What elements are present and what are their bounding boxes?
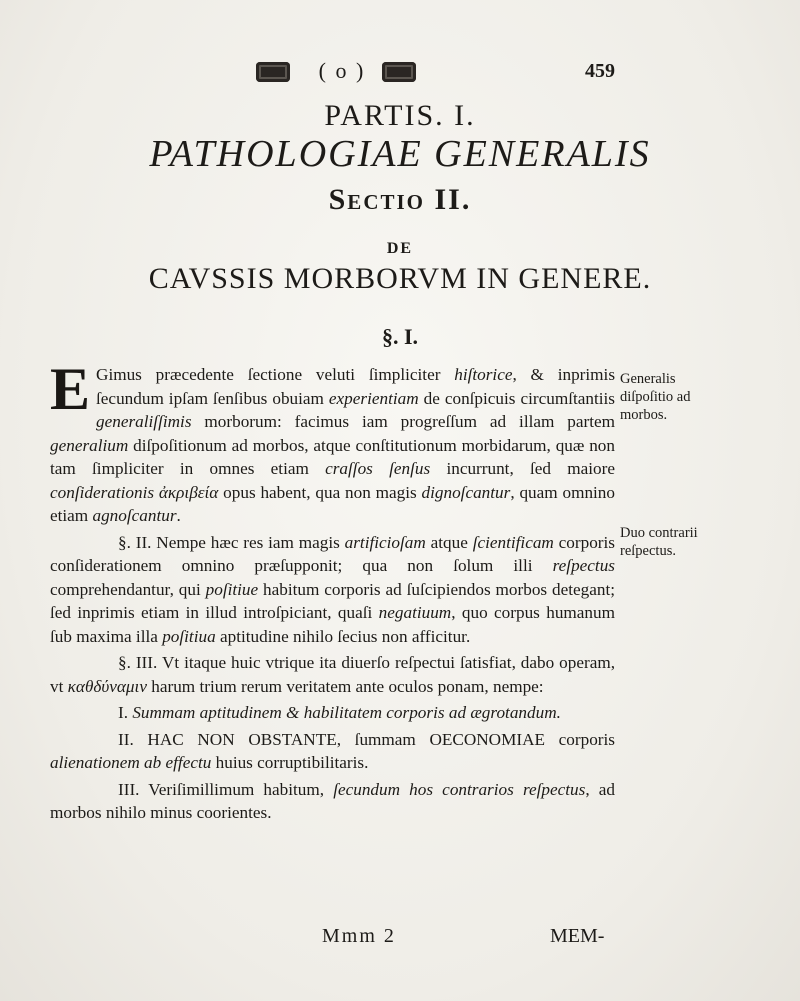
italic-run: poſitiua <box>162 626 216 646</box>
list-item-2 <box>50 728 615 775</box>
italic-run: artificioſam <box>344 532 426 552</box>
text-run: incurrunt, ſed maiore <box>430 459 615 478</box>
chapter-title: CAVSSIS MORBORVM IN GENERE. <box>148 262 652 295</box>
catchword: MEM- <box>550 925 605 947</box>
text-run: , & inprimis ſecundum ipſam ſenſibus obuiam <box>96 365 616 408</box>
page-mark: ( o ) <box>318 58 366 83</box>
ornament-right-icon <box>382 62 416 82</box>
text-run: §. III. Vt itaque huic vtrique ita diuerſo reſpectui ſatisfiat, dabo operam, vt <box>50 653 615 696</box>
text-run: diſpoſitionum ad morbos, atque conſtitutionum morbidarum, quæ non tam ſimpliciter in omnes etiam <box>50 435 615 478</box>
section-mark: §. I. <box>381 324 419 349</box>
text-run: atque <box>425 532 473 552</box>
paragraph-1 <box>50 356 616 528</box>
de-heading: DE <box>386 240 414 257</box>
text-run: II. HAC NON OBSTANTE, ſummam OECONOMIAE corporis <box>118 729 615 749</box>
text-run: comprehendantur, qui <box>50 579 206 599</box>
margin-note-2: Duo contrarii reſpectus. <box>620 525 698 559</box>
paragraph-1-text <box>50 356 616 525</box>
text-run: opus habent, qua non magis <box>218 482 422 502</box>
list-item-3 <box>50 778 615 825</box>
text-run: III. Veriſimillimum habitum, <box>118 779 334 799</box>
italic-run: poſitiue <box>205 579 259 599</box>
body-text <box>50 356 616 828</box>
text-run: §. II. Nempe hæc res iam magis <box>118 532 345 552</box>
italic-run: generaliſſimis <box>96 412 192 431</box>
text-run: aptitudine nihilo ſecius non afficitur. <box>215 626 471 646</box>
pathologiae-title: PATHOLOGIAE GENERALIS <box>149 133 651 175</box>
italic-run: ἀκριβεία <box>154 482 219 502</box>
text-run: , quam omnino etiam <box>50 482 615 525</box>
drop-cap: E <box>50 356 91 422</box>
text-run: Gimus præcedente ſectione veluti ſimpliciter <box>96 365 455 384</box>
italic-run: alienationem ab effectu <box>50 753 212 772</box>
list-item-1 <box>50 701 615 725</box>
signature-mark: Mmm 2 <box>322 925 396 947</box>
text-run: de conſpicuis circumſtantiis <box>418 388 615 408</box>
italic-run: conſiderationis <box>50 482 155 502</box>
italic-run: hiſtorice <box>454 365 513 384</box>
text-run: , ad morbos nihilo minus coorientes. <box>50 779 615 822</box>
part-title: PARTIS. I. <box>324 99 476 132</box>
text-run: huius corruptibilitaris. <box>211 753 369 772</box>
italic-run: ſcientificam <box>472 532 554 552</box>
italic-run: καθδύναμιν <box>67 676 147 696</box>
sectio-title: Sectio II. <box>328 183 472 216</box>
page-number: 459 <box>585 60 615 82</box>
margin-note-1: Generalis diſpoſitio ad morbos. <box>620 371 691 423</box>
italic-run: agnoſcantur <box>92 506 177 525</box>
italic-run: reſpectus <box>552 556 615 575</box>
text-run: , quo corpus humanum ſub maxima illa <box>50 603 615 646</box>
italic-run: experientiam <box>328 388 419 408</box>
text-run: morborum: facimus iam progreſſum ad illam partem <box>191 412 615 431</box>
italic-run: ſecundum hos contrarios reſpectus <box>333 779 586 799</box>
ornament-left-icon <box>256 62 290 82</box>
italic-run: craſſos ſenſus <box>325 459 431 478</box>
italic-run: Summam aptitudinem & habilitatem corporis ad ægrotandum. <box>132 703 561 722</box>
italic-run: dignoſcantur <box>421 482 511 502</box>
paragraph-3 <box>50 651 615 698</box>
text-run: harum trium rerum veritatem ante oculos ponam, nempe: <box>146 676 544 696</box>
italic-run: generalium <box>50 435 129 455</box>
paragraph-2 <box>50 531 615 649</box>
text-run: . <box>176 506 181 525</box>
text-run: corporis conſiderationem omnino præſupponit; qua non ſolum illi <box>50 532 615 575</box>
italic-run: negatiuum <box>378 603 452 622</box>
text-run: I. <box>118 703 133 722</box>
running-header <box>0 58 800 88</box>
text-run: habitum corporis ad ſuſcipiendos morbos detegant; ſed inprimis etiam in illud introſpiciant, quaſi <box>50 579 615 622</box>
